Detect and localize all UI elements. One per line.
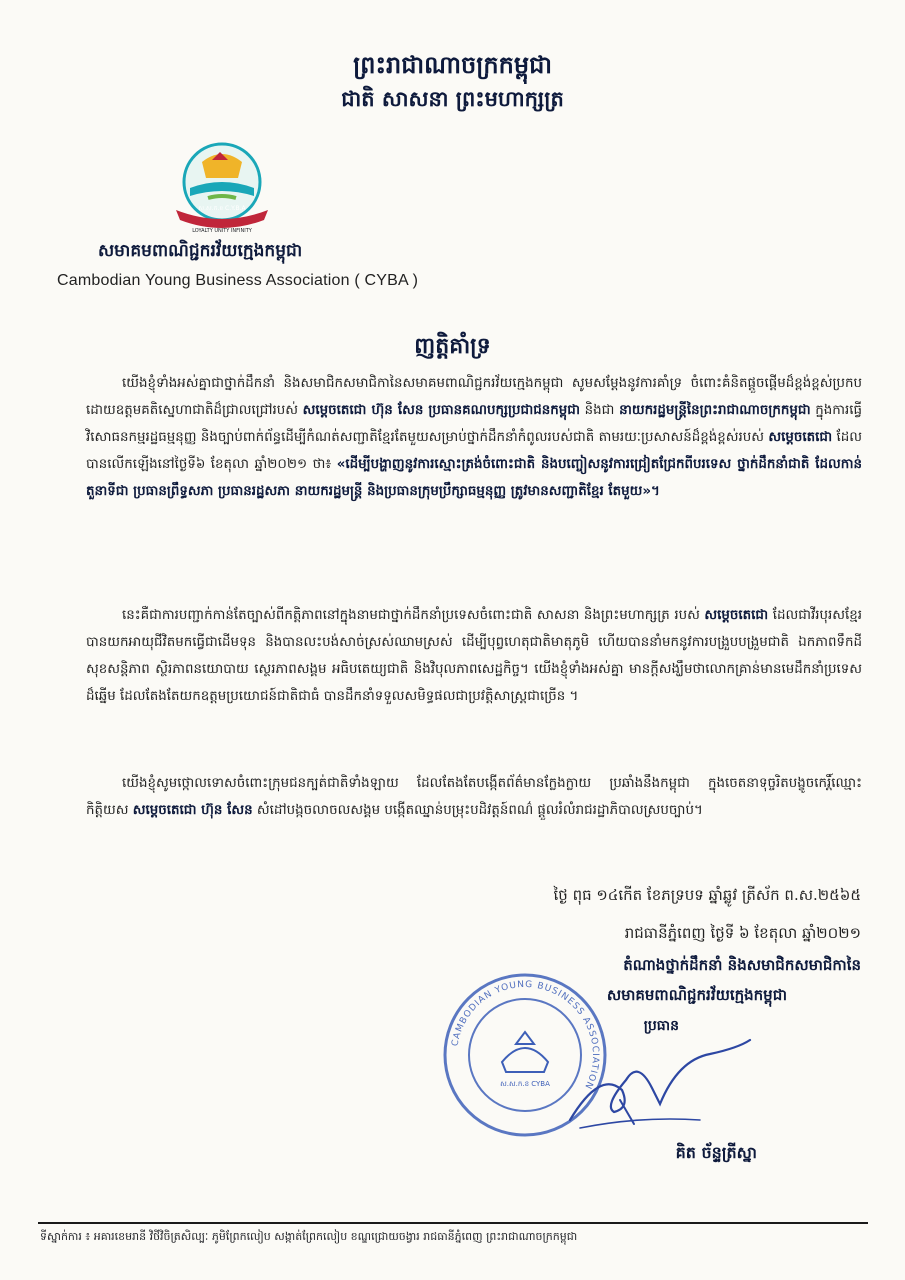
- paragraph-1: [86, 370, 862, 505]
- p1-text-3: ក្នុងការធ្វើវិសោធនកម្មរដ្ឋធម្មនុញ្ញ និងច្បាប់ពាក់ព័ន្ធដើម្បីកំណត់សញ្ជាតិខ្មែរតែមួយសម្រាប់ថ្នាក់ដឹកនាំកំពូលរបស់ជាតិ តាមរយៈប្រសាសន៍ដ៏ខ្ពង់ខ្ពស់របស់: [86, 403, 863, 445]
- footer-address: ទីស្នាក់ការ ៖ អគារខេមរានី វិថីវិចិត្រសិល្បៈ ភូមិព្រែកលៀប សង្កាត់ព្រែកលៀប ខណ្ឌជ្រោយចង្វារ រាជធានីភ្នំពេញ ព្រះរាជាណាចក្រកម្ពុជា: [40, 1230, 578, 1243]
- p2-bold-1: សម្តេចតេជោ: [704, 608, 769, 623]
- logo-ribbon-text: LOYALTY UNITY INFINITY: [192, 228, 252, 234]
- signer-name: គិត ច័ន្ទត្រីស្នា: [675, 1143, 757, 1162]
- p3-text-2: សំដៅបង្កចលាចលសង្គម បង្កើតឈ្នាន់បម្រុះបដិវត្តន៍ពណ៌ ផ្ដួលរំលំរាជរដ្ឋាភិបាលស្របច្បាប់។: [252, 803, 703, 818]
- cyba-logo: [168, 132, 276, 240]
- p1-bold-3: សម្តេចតេជោ: [768, 430, 833, 445]
- p1-text-2: និងជា: [580, 403, 620, 418]
- p3-text-1: យើងខ្ញុំសូមថ្កោលទោសចំពោះក្រុមជនក្បត់ជាតិទាំងឡាយ ដែលតែងតែបង្កើតព័ត៌មានក្លែងក្លាយ ប្រឆាំងនឹងកម្ពុជា ក្នុងចេតនាទុច្ចរិតបង្ខូចកេរ្តិ៍ឈ្មោះ កិត្តិយស: [86, 776, 862, 818]
- paragraph-3: [86, 770, 862, 824]
- handwritten-signature-icon: [560, 1030, 760, 1140]
- p2-text-1: នេះគឺជាការបញ្ជាក់កាន់តែច្បាស់ពីកត្តិភាពនៅក្នុងនាមជាថ្នាក់ដឹកនាំប្រទេសចំពោះជាតិ សាសនា និងព្រះមហាក្សត្រ របស់: [122, 608, 705, 623]
- kingdom-heading: ព្រះរាជាណាចក្រកម្ពុជា: [353, 50, 552, 79]
- p1-bold-4: «ដើម្បីបង្ហាញនូវការស្មោះត្រង់ចំពោះជាតិ និងបញ្ចៀសនូវការជ្រៀតជ្រែកពីបរទេស ថ្នាក់ដឹកនាំជាតិ ដែលកាន់តួនាទីជា ប្រធានព្រឹទ្ធសភា ប្រធានរដ្ឋសភា នាយករដ្ឋមន្ត្រី និងប្រធានក្រុមប្រឹក្សាធម្មនុញ្ញ ត្រូវមានសញ្ជាតិខ្មែរ តែមួយ»។: [86, 457, 862, 499]
- logo-banner-text: ស.ស.ក.ខ C.Y.B.A: [198, 205, 246, 212]
- p1-text-1: យើងខ្ញុំទាំងអស់គ្នាជាថ្នាក់ដឹកនាំ និងសមាជិកសមាជិកានៃសមាគមពាណិជ្ជករវ័យក្មេងកម្ពុជា សូមសម្ដែងនូវការគាំទ្រ ចំពោះគំនិតផ្ដួចផ្ដើមដ៏ខ្ពង់ខ្ពស់ប្រកបដោយឧត្តមគតិស្នេហាជាតិដ៏ជ្រាលជ្រៅរបស់: [86, 376, 862, 418]
- lunar-date: ថ្ងៃ ពុធ ១៤កើត ខែភទ្របទ ឆ្នាំឆ្លូវ ត្រីស័ក ព.ស.២៥៦៥: [553, 886, 861, 904]
- on-behalf-line-2: សមាគមពាណិជ្ជករវ័យក្មេងកម្ពុជា: [606, 986, 787, 1004]
- organization-name-khmer: សមាគមពាណិជ្ជករវ័យក្មេងកម្ពុជា: [98, 241, 303, 261]
- organization-name-english: Cambodian Young Business Association ( CYBA ): [57, 272, 419, 289]
- solar-date: រាជធានីភ្នំពេញ ថ្ងៃទី ៦ ខែតុលា ឆ្នាំ២០២១: [624, 924, 861, 942]
- p1-text-4: ដែលបានលើកឡើងនៅថ្ងៃទី៦ ខែតុលា ឆ្នាំ២០២១ ថា៖: [86, 430, 862, 472]
- signer-position: ប្រធាន: [643, 1018, 679, 1034]
- national-motto: ជាតិ សាសនា ព្រះមហាក្សត្រ: [341, 86, 564, 111]
- seal-inner-text: ស.ស.ក.ខ CYBA: [500, 1080, 550, 1088]
- p1-bold-1: សម្តេចតេជោ ហ៊ុន សែន ប្រធានគណបក្សប្រជាជនកម្ពុជា: [302, 403, 580, 418]
- paragraph-2: [86, 602, 862, 710]
- on-behalf-line-1: តំណាងថ្នាក់ដឹកនាំ និងសមាជិកសមាជិកានៃ: [623, 956, 861, 974]
- seal-outer-text: CAMBODIAN YOUNG BUSINESS ASSOCIATION: [450, 979, 601, 1091]
- p2-text-2: ដែលជាវីរបុរសខ្មែរ បានយកអាយុជីវិតមកធ្វើជាដើមទុន និងបានលះបង់សាច់ស្រស់ឈាមស្រស់ ដើម្បីបុព្វហេតុជាតិមាតុភូមិ ហើយបាននាំមកនូវការបង្រួបបង្រួមជាតិ ឯកភាពទឹកដី សុខសន្តិភាព ស្ថិរភាពនយោបាយ ស្ថេរភាពសង្គម អធិបតេយ្យជាតិ និងវិបុលភាពសេដ្ឋកិច្ច។ យើងខ្ញុំទាំងអស់គ្នា មានក្តីសង្ឃឹមថាលោកគ្រាន់មានមេដឹកនាំប្រទេសដ៏ឆ្នើម ដែលតែងតែយកឧត្តមប្រយោជន៍ជាតិជាធំ បានដឹកនាំទទួលសមិទ្ធផលជាប្រវត្តិសាស្ត្រជាច្រើន ។: [86, 608, 862, 704]
- p3-bold-1: សម្តេចតេជោ ហ៊ុន សែន: [132, 803, 253, 818]
- document-title: ញត្តិគាំទ្រ: [414, 334, 491, 359]
- p1-bold-2: នាយករដ្ឋមន្ត្រីនៃព្រះរាជាណាចក្រកម្ពុជា: [619, 403, 811, 418]
- footer-divider: [38, 1222, 868, 1224]
